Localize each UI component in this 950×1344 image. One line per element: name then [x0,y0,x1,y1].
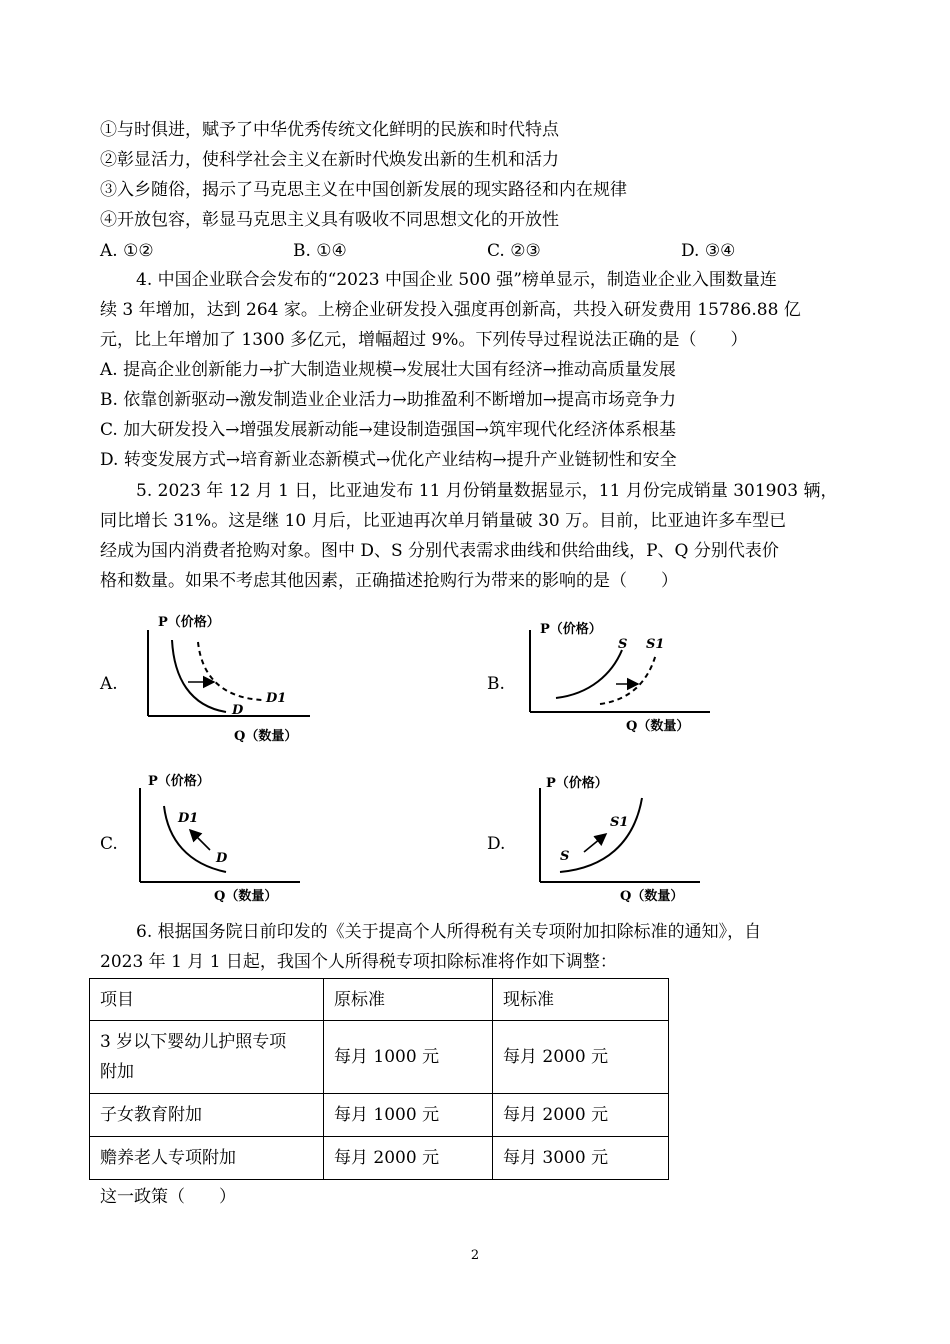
graph-a-q-label: Q（数量） [234,729,298,744]
graph-d-q-label: Q（数量） [620,889,684,904]
q5-graph-b [520,608,720,752]
q3-option-a: A. ①② [100,241,154,261]
q5-graph-letter-c: C. [100,834,118,854]
table-header-cell: 项目 [90,979,324,1021]
graph-b-s-label: S [618,637,628,652]
page-number: 2 [470,1248,480,1263]
q3-statement-4: ④开放包容，彰显马克思主义具有吸收不同思想文化的开放性 [100,210,559,230]
graph-d-movement-arrow [584,834,606,852]
table-cell: 子女教育附加 [90,1094,324,1137]
table-header-cell: 现标准 [493,979,669,1021]
graph-c-d-label: D [216,851,228,866]
graph-c-p-label: P（价格） [148,774,210,789]
table-header-row [90,979,669,1021]
table-cell: 赡养老人专项附加 [90,1137,324,1180]
table-cell: 每月 1000 元 [324,1094,493,1137]
q3-statement-1: ①与时俱进，赋予了中华优秀传统文化鲜明的民族和时代特点 [100,120,559,140]
table-cell: 每月 2000 元 [493,1021,669,1094]
graph-b-p-label: P（价格） [540,622,602,637]
q4-option-a: A. 提高企业创新能力→扩大制造业规模→发展壮大国有经济→推动高质量发展 [100,360,676,380]
graph-c-movement-arrow [190,830,210,850]
graph-b-supply-curve [556,650,622,698]
q5-stem-line-2: 同比增长 31%。这是继 10 月后，比亚迪再次单月销量破 30 万。目前，比亚迪许多车型已 [100,511,787,531]
q5-graph-letter-d: D. [487,834,506,854]
graph-a-p-label: P（价格） [158,615,220,630]
q6-deduction-table [89,978,669,1180]
table-cell: 每月 3000 元 [493,1137,669,1180]
q3-option-b: B. ①④ [293,241,347,261]
graph-c-d1-label: D1 [178,811,199,826]
q3-option-d: D. ③④ [681,241,736,261]
graph-a-d1-label: D1 [266,691,287,706]
q3-option-c: C. ②③ [487,241,541,261]
q6-stem-line-2: 2023 年 1 月 1 日起，我国个人所得税专项扣除标准将作如下调整： [100,952,617,972]
q4-option-d: D. 转变发展方式→培育新业态新模式→优化产业结构→提升产业链韧性和安全 [100,450,677,470]
table-cell: 每月 2000 元 [493,1094,669,1137]
q5-stem-line-1: 5. 2023 年 12 月 1 日，比亚迪发布 11 月份销量数据显示，11 月份完成销量 301903 辆， [136,481,838,501]
table-row [90,1137,669,1180]
table-header-cell: 原标准 [324,979,493,1021]
q4-option-c: C. 加大研发投入→增强发展新动能→建设制造强国→筑牢现代化经济体系根基 [100,420,676,440]
graph-d-s-label: S [560,849,570,864]
q3-statement-3: ③入乡随俗，揭示了马克思主义在中国创新发展的现实路径和内在规律 [100,180,627,200]
q5-stem-line-3: 经成为国内消费者抢购对象。图中 D、S 分别代表需求曲线和供给曲线，P、Q 分别代表价 [100,541,779,561]
graph-d-p-label: P（价格） [546,776,608,791]
table-cell: 每月 2000 元 [324,1137,493,1180]
q4-option-b: B. 依靠创新驱动→激发制造业企业活力→助推盈利不断增加→提高市场竞争力 [100,390,677,410]
q6-stem-line-1: 6. 根据国务院日前印发的《关于提高个人所得税有关专项附加扣除标准的通知》，自 [136,922,762,942]
q5-graph-d [530,768,730,912]
graph-b-q-label: Q（数量） [626,719,690,734]
q6-tail: 这一政策（ ） [100,1187,236,1207]
q4-stem-line-2: 续 3 年增加，达到 264 家。上榜企业研发投入强度再创新高，共投入研发费用 15786.88 亿 [100,300,801,320]
graph-d-s1-label: S1 [610,815,629,830]
graph-a-demand-curve-shifted [198,642,262,700]
graph-a-demand-curve [172,640,226,712]
q4-stem-line-1: 4. 中国企业联合会发布的“2023 中国企业 500 强”榜单显示，制造业企业入围数量连 [136,270,777,290]
q4-stem-line-3: 元，比上年增加了 1300 多亿元，增幅超过 9%。下列传导过程说法正确的是（ ） [100,330,748,350]
graph-b-supply-curve-shifted [600,654,656,704]
q5-graph-c [130,768,330,912]
table-row [90,1021,669,1094]
graph-a-d-label: D [232,703,244,718]
graph-c-q-label: Q（数量） [214,889,278,904]
q5-graph-letter-b: B. [487,674,505,694]
q5-stem-line-4: 格和数量。如果不考虑其他因素，正确描述抢购行为带来的影响的是（ ） [100,571,678,591]
q3-statement-2: ②彰显活力，使科学社会主义在新时代焕发出新的生机和活力 [100,150,559,170]
graph-d-supply-curve [560,798,642,872]
graph-b-s1-label: S1 [646,637,665,652]
q5-graph-a [130,608,330,752]
table-cell: 3 岁以下婴幼儿护照专项 附加 [90,1021,324,1094]
table-cell: 每月 1000 元 [324,1021,493,1094]
table-row [90,1094,669,1137]
q5-graph-letter-a: A. [100,674,118,694]
